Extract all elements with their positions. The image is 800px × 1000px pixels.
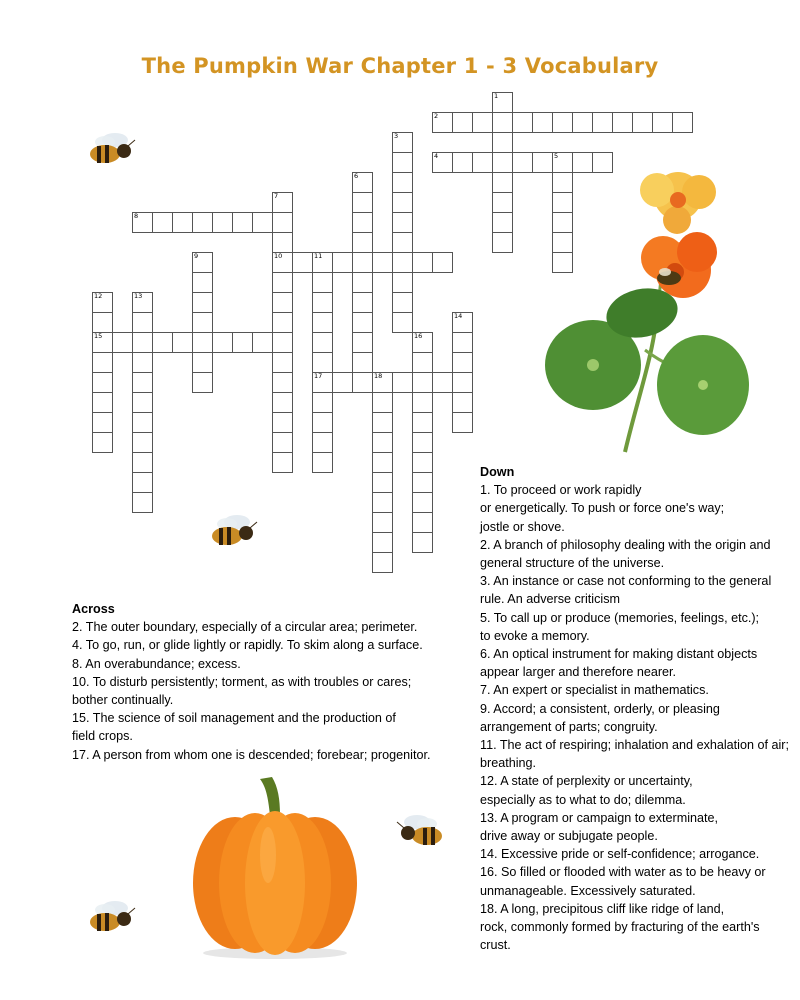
down-clue: 13. A program or campaign to exterminate, drive away or subjugate people.	[480, 810, 719, 844]
crossword-cell[interactable]	[492, 132, 513, 153]
crossword-cell[interactable]	[92, 412, 113, 433]
clue-number: 13	[134, 292, 143, 300]
crossword-cell[interactable]	[92, 292, 113, 313]
crossword-cell[interactable]	[412, 352, 433, 373]
crossword-cell[interactable]	[652, 112, 673, 133]
crossword-cell[interactable]	[452, 372, 473, 393]
crossword-cell[interactable]	[552, 112, 573, 133]
crossword-cell[interactable]	[592, 112, 613, 133]
clue-number: 6	[354, 172, 359, 180]
across-clue: 4. To go, run, or glide lightly or rapidly. To skim along a surface.	[72, 638, 423, 653]
crossword-cell[interactable]	[132, 212, 153, 233]
crossword-cell[interactable]	[352, 252, 373, 273]
crossword-cell[interactable]	[412, 492, 433, 513]
crossword-cell[interactable]	[92, 332, 113, 353]
crossword-cell[interactable]	[312, 412, 333, 433]
crossword-cell[interactable]	[172, 332, 193, 353]
crossword-cell[interactable]	[432, 372, 453, 393]
crossword-cell[interactable]	[612, 112, 633, 133]
crossword-cell[interactable]	[272, 252, 293, 273]
crossword-cell[interactable]	[92, 352, 113, 373]
clue-number: 10	[274, 252, 283, 260]
crossword-cell[interactable]	[292, 252, 313, 273]
crossword-cell[interactable]	[372, 512, 393, 533]
across-clues	[72, 600, 462, 764]
clue-number: 16	[414, 332, 423, 340]
crossword-cell[interactable]	[312, 372, 333, 393]
crossword-cell[interactable]	[352, 332, 373, 353]
crossword-cell[interactable]	[312, 452, 333, 473]
crossword-cell[interactable]	[192, 372, 213, 393]
crossword-cell[interactable]	[92, 392, 113, 413]
clue-number: 1	[494, 92, 499, 100]
crossword-cell[interactable]	[452, 412, 473, 433]
down-clue: 6. An optical instrument for making distant objects appear larger and therefore nearer.	[480, 647, 758, 680]
crossword-cell[interactable]	[372, 532, 393, 553]
crossword-cell[interactable]	[432, 112, 453, 133]
clue-number: 12	[94, 292, 103, 300]
clue-number: 5	[554, 152, 559, 160]
crossword-cell[interactable]	[392, 292, 413, 313]
clue-number: 2	[434, 112, 439, 120]
crossword-cell[interactable]	[352, 232, 373, 253]
crossword-cell[interactable]	[372, 372, 393, 393]
crossword-cell[interactable]	[392, 232, 413, 253]
crossword-cell[interactable]	[312, 352, 333, 373]
crossword-cell[interactable]	[492, 92, 513, 113]
nasturtium-flower-image	[545, 160, 750, 455]
crossword-cell[interactable]	[372, 392, 393, 413]
crossword-cell[interactable]	[132, 372, 153, 393]
crossword-cell[interactable]	[312, 312, 333, 333]
crossword-cell[interactable]	[192, 312, 213, 333]
clue-number: 17	[314, 372, 323, 380]
crossword-cell[interactable]	[132, 492, 153, 513]
down-clue: 11. The act of respiring; inhalation and exhalation of air; breathing.	[480, 738, 789, 771]
crossword-cell[interactable]	[452, 112, 473, 133]
crossword-cell[interactable]	[312, 392, 333, 413]
crossword-cell[interactable]	[412, 412, 433, 433]
crossword-cell[interactable]	[132, 312, 153, 333]
crossword-cell[interactable]	[512, 112, 533, 133]
crossword-cell[interactable]	[272, 212, 293, 233]
crossword-cell[interactable]	[352, 192, 373, 213]
crossword-cell[interactable]	[132, 412, 153, 433]
crossword-cell[interactable]	[272, 272, 293, 293]
across-clue: 17. A person from whom one is descended; forebear; progenitor.	[72, 747, 431, 762]
crossword-cell[interactable]	[132, 352, 153, 373]
across-clue: 15. The science of soil management and the production of field crops.	[72, 711, 396, 744]
down-clue: 12. A state of perplexity or uncertainty, especially as to what to do; dilemma.	[480, 774, 693, 807]
crossword-cell[interactable]	[492, 232, 513, 253]
crossword-cell[interactable]	[372, 432, 393, 453]
crossword-cell[interactable]	[412, 372, 433, 393]
down-clue-list	[480, 481, 792, 954]
crossword-cell[interactable]	[472, 112, 493, 133]
crossword-cell[interactable]	[372, 552, 393, 573]
crossword-cell[interactable]	[352, 312, 373, 333]
crossword-cell[interactable]	[312, 432, 333, 453]
crossword-cell[interactable]	[332, 372, 353, 393]
clue-number: 8	[134, 212, 139, 220]
crossword-cell[interactable]	[212, 212, 233, 233]
across-clue-list	[72, 618, 462, 764]
crossword-cell[interactable]	[432, 252, 453, 273]
crossword-cell[interactable]	[192, 272, 213, 293]
crossword-cell[interactable]	[392, 212, 413, 233]
down-clue: 2. A branch of philosophy dealing with the origin and general structure of the universe.	[480, 537, 771, 571]
crossword-cell[interactable]	[672, 112, 693, 133]
clue-number: 4	[434, 152, 439, 160]
crossword-cell[interactable]	[232, 212, 253, 233]
across-heading: Across	[72, 602, 115, 616]
crossword-cell[interactable]	[492, 172, 513, 193]
crossword-cell[interactable]	[272, 372, 293, 393]
crossword-cell[interactable]	[572, 112, 593, 133]
down-clue: 16. So filled or flooded with water as to be heavy or unmanageable. Excessively saturated.	[480, 865, 766, 898]
clue-number: 3	[394, 132, 399, 140]
bee-image	[85, 898, 137, 940]
crossword-cell[interactable]	[312, 252, 333, 273]
crossword-cell[interactable]	[412, 512, 433, 533]
crossword-cell[interactable]	[92, 312, 113, 333]
clue-number: 7	[274, 192, 279, 200]
crossword-cell[interactable]	[452, 152, 473, 173]
crossword-cell[interactable]	[172, 212, 193, 233]
crossword-cell[interactable]	[372, 492, 393, 513]
crossword-cell[interactable]	[232, 332, 253, 353]
bee-image	[207, 512, 259, 554]
crossword-cell[interactable]	[252, 332, 273, 353]
page-title: The Pumpkin War Chapter 1 - 3 Vocabulary	[141, 54, 659, 78]
down-clue: 3. An instance or case not conforming to the general rule. An adverse criticism	[480, 574, 772, 607]
crossword-cell[interactable]	[372, 472, 393, 493]
crossword-cell[interactable]	[272, 412, 293, 433]
crossword-cell[interactable]	[392, 272, 413, 293]
crossword-cell[interactable]	[392, 372, 413, 393]
crossword-cell[interactable]	[272, 312, 293, 333]
crossword-cell[interactable]	[412, 432, 433, 453]
crossword-cell[interactable]	[312, 292, 333, 313]
crossword-cell[interactable]	[452, 332, 473, 353]
crossword-cell[interactable]	[272, 392, 293, 413]
crossword-cell[interactable]	[452, 352, 473, 373]
down-clues	[480, 463, 792, 954]
crossword-cell[interactable]	[132, 392, 153, 413]
crossword-cell[interactable]	[272, 452, 293, 473]
bee-image	[395, 812, 447, 854]
crossword-cell[interactable]	[432, 152, 453, 173]
crossword-cell[interactable]	[392, 252, 413, 273]
crossword-cell[interactable]	[272, 432, 293, 453]
crossword-cell[interactable]	[132, 432, 153, 453]
crossword-cell[interactable]	[452, 312, 473, 333]
crossword-cell[interactable]	[272, 192, 293, 213]
crossword-cell[interactable]	[412, 532, 433, 553]
crossword-cell[interactable]	[132, 332, 153, 353]
crossword-cell[interactable]	[372, 252, 393, 273]
crossword-cell[interactable]	[352, 292, 373, 313]
crossword-cell[interactable]	[372, 412, 393, 433]
crossword-cell[interactable]	[192, 212, 213, 233]
crossword-cell[interactable]	[312, 272, 333, 293]
crossword-cell[interactable]	[352, 372, 373, 393]
crossword-cell[interactable]	[212, 332, 233, 353]
crossword-cell[interactable]	[272, 332, 293, 353]
crossword-cell[interactable]	[452, 392, 473, 413]
crossword-cell[interactable]	[392, 152, 413, 173]
crossword-cell[interactable]	[492, 212, 513, 233]
crossword-cell[interactable]	[632, 112, 653, 133]
crossword-cell[interactable]	[352, 212, 373, 233]
crossword-cell[interactable]	[192, 352, 213, 373]
across-clue: 10. To disturb persistently; torment, as with troubles or cares; bother continually.	[72, 674, 412, 708]
crossword-cell[interactable]	[492, 152, 513, 173]
across-clue: 8. An overabundance; excess.	[72, 656, 241, 671]
crossword-cell[interactable]	[92, 372, 113, 393]
crossword-cell[interactable]	[392, 312, 413, 333]
clue-number: 18	[374, 372, 383, 380]
down-clue: 5. To call up or produce (memories, feelings, etc.); to evoke a memory.	[480, 610, 760, 643]
crossword-cell[interactable]	[512, 152, 533, 173]
down-clue: 14. Excessive pride or self-confidence; arrogance.	[480, 847, 760, 862]
down-clue: 7. An expert or specialist in mathematics.	[480, 683, 709, 698]
crossword-cell[interactable]	[152, 332, 173, 353]
clue-number: 14	[454, 312, 463, 320]
crossword-cell[interactable]	[272, 352, 293, 373]
crossword-cell[interactable]	[492, 192, 513, 213]
clue-number: 15	[94, 332, 103, 340]
crossword-cell[interactable]	[192, 292, 213, 313]
crossword-cell[interactable]	[192, 332, 213, 353]
crossword-cell[interactable]	[312, 332, 333, 353]
crossword-cell[interactable]	[332, 252, 353, 273]
crossword-cell[interactable]	[272, 232, 293, 253]
crossword-cell[interactable]	[112, 332, 133, 353]
down-heading: Down	[480, 465, 515, 479]
crossword-cell[interactable]	[392, 172, 413, 193]
crossword-cell[interactable]	[92, 432, 113, 453]
pumpkin-image	[190, 775, 360, 960]
crossword-cell[interactable]	[412, 252, 433, 273]
clue-number: 11	[314, 252, 323, 260]
bee-image	[85, 130, 137, 172]
crossword-cell[interactable]	[412, 472, 433, 493]
crossword-cell[interactable]	[392, 192, 413, 213]
crossword-cell[interactable]	[352, 272, 373, 293]
crossword-cell[interactable]	[412, 332, 433, 353]
across-clue: 2. The outer boundary, especially of a circular area; perimeter.	[72, 620, 418, 635]
crossword-cell[interactable]	[412, 452, 433, 473]
crossword-cell[interactable]	[412, 392, 433, 413]
down-clue: 18. A long, precipitous cliff like ridge of land, rock, commonly formed by fracturing of the earth's crust.	[480, 901, 760, 953]
crossword-cell[interactable]	[192, 252, 213, 273]
down-clue: 9. Accord; a consistent, orderly, or pleasing arrangement of parts; congruity.	[480, 701, 720, 734]
crossword-cell[interactable]	[472, 152, 493, 173]
crossword-cell[interactable]	[532, 112, 553, 133]
crossword-cell[interactable]	[392, 132, 413, 153]
crossword-cell[interactable]	[352, 172, 373, 193]
crossword-cell[interactable]	[152, 212, 173, 233]
crossword-cell[interactable]	[252, 212, 273, 233]
crossword-cell[interactable]	[492, 112, 513, 133]
crossword-cell[interactable]	[132, 292, 153, 313]
crossword-cell[interactable]	[272, 292, 293, 313]
down-clue: 1. To proceed or work rapidly or energetically. To push or force one's way; jostle or shove.	[480, 483, 725, 534]
clue-number: 9	[194, 252, 199, 260]
crossword-cell[interactable]	[372, 452, 393, 473]
crossword-cell[interactable]	[132, 472, 153, 493]
crossword-cell[interactable]	[352, 352, 373, 373]
crossword-cell[interactable]	[132, 452, 153, 473]
